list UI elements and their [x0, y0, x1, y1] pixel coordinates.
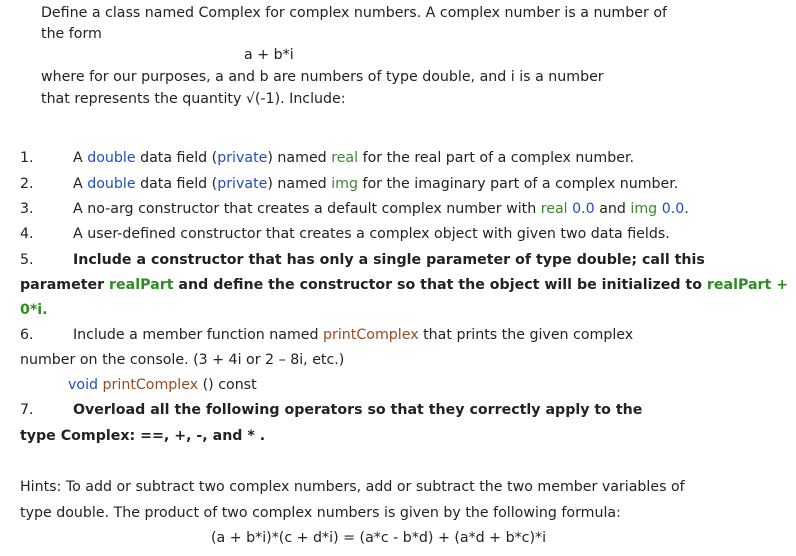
function-printcomplex: printComplex: [323, 327, 419, 343]
var-img: img: [331, 176, 358, 192]
intro-line-1: Define a class named Complex for complex numbers. A complex number is a number of: [41, 5, 668, 21]
keyword-private: private: [217, 176, 268, 192]
intro-line-2: the form: [41, 26, 102, 42]
intro-line-4: that represents the quantity √(-1). Include:: [41, 91, 346, 107]
item-2-number: 2.: [20, 176, 34, 192]
item-5-line-3: 0*i.: [20, 302, 48, 318]
item-4-text: A user-defined constructor that creates a complex object with given two data fields.: [73, 226, 670, 242]
param-realpart-expression: realPart +: [706, 277, 789, 293]
item-3-text: A no-arg constructor that creates a default complex number with real 0.0 and img 0.0.: [73, 201, 689, 217]
item-6-line-1: Include a member function named printComplex that prints the given complex: [73, 327, 634, 343]
item-5-line-2: parameter realPart and define the constructor so that the object will be initialized to realPart +: [20, 277, 789, 293]
function-printcomplex: printComplex: [102, 377, 199, 393]
item-7-line-1: Overload all the following operators so that they correctly apply to the: [73, 402, 643, 418]
item-6-line-2: number on the console. (3 + 4i or 2 – 8i, etc.): [20, 352, 345, 368]
intro-form: a + b*i: [244, 47, 294, 63]
value-zero: 0.0: [572, 201, 595, 217]
item-6-number: 6.: [20, 327, 34, 343]
intro-line-3: where for our purposes, a and b are numbers of type double, and i is a number: [41, 69, 604, 85]
hints-formula: (a + b*i)*(c + d*i) = (a*c - b*d) + (a*d + b*c)*i: [211, 530, 547, 546]
value-zero: 0.0: [661, 201, 685, 217]
item-5-line-1: Include a constructor that has only a single parameter of type double; call this: [73, 252, 705, 268]
hints-line-2: type double. The product of two complex numbers is given by the following formula:: [20, 505, 621, 521]
item-5-number: 5.: [20, 252, 34, 268]
keyword-void: void: [68, 377, 99, 393]
item-7-line-2: type Complex: ==, +, -, and * .: [20, 428, 266, 444]
keyword-double: double: [87, 176, 136, 192]
item-1-text: A double data field (private) named real for the real part of a complex number.: [73, 150, 634, 166]
item-6-signature: void printComplex () const: [68, 377, 257, 393]
item-4-number: 4.: [20, 226, 34, 242]
keyword-private: private: [217, 150, 268, 166]
item-1-number: 1.: [20, 150, 34, 166]
item-7-number: 7.: [20, 402, 34, 418]
var-real: real: [540, 201, 568, 217]
item-2-text: A double data field (private) named img for the imaginary part of a complex number.: [73, 176, 679, 192]
keyword-double: double: [87, 150, 136, 166]
var-real: real: [331, 150, 359, 166]
var-img: img: [630, 201, 658, 217]
param-realpart: realPart: [109, 277, 174, 293]
hints-line-1: Hints: To add or subtract two complex numbers, add or subtract the two member variables of: [20, 479, 685, 495]
item-3-number: 3.: [20, 201, 34, 217]
